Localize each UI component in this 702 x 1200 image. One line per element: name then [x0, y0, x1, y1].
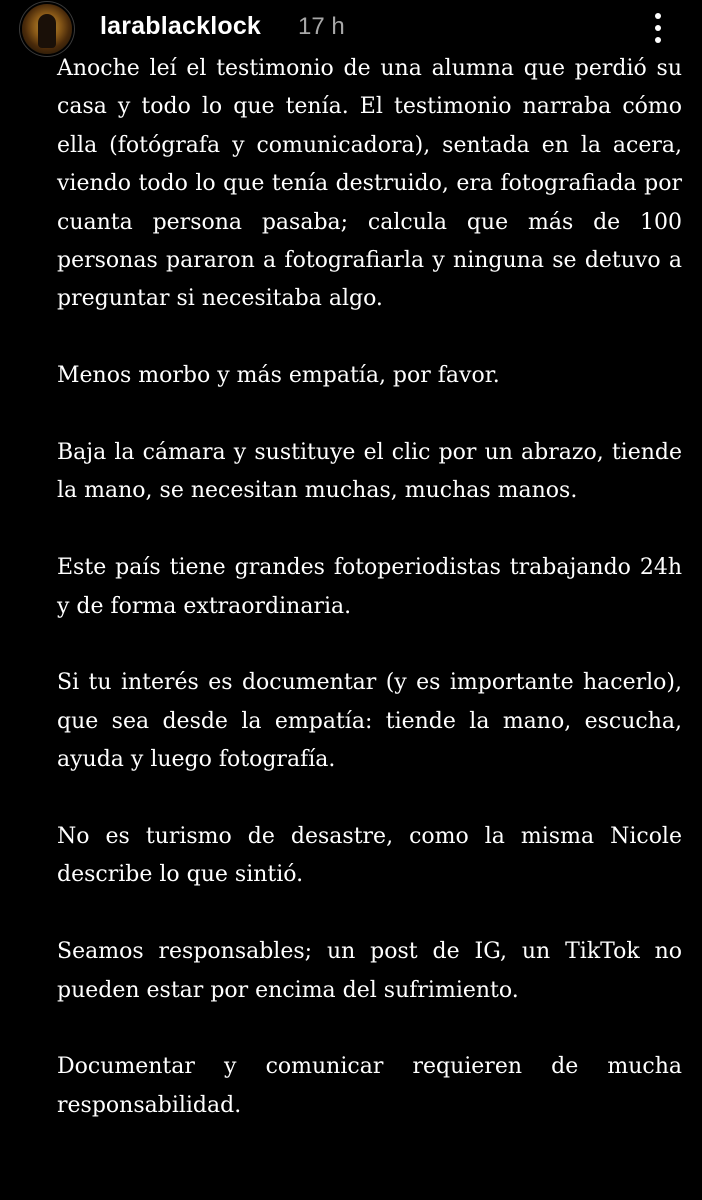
story-paragraph: No es turismo de desastre, como la misma Nicole describe lo que sintió.	[57, 824, 682, 888]
story-paragraph: Documentar y comunicar requieren de mucha responsabilidad.	[57, 1054, 682, 1118]
story-paragraph: Menos morbo y más empatía, por favor.	[57, 363, 500, 389]
story-paragraph: Seamos responsables; un post de IG, un TikTok no pueden estar por encima del sufrimiento.	[57, 939, 682, 1003]
avatar-figure	[38, 14, 56, 48]
username[interactable]: larablacklock	[100, 12, 262, 40]
timestamp: 17 h	[298, 13, 345, 40]
story-paragraph: Este país tiene grandes fotoperiodistas trabajando 24h y de forma extraordinaria.	[57, 555, 682, 619]
story-paragraph: Baja la cámara y sustituye el clic por un abrazo, tiende la mano, se necesitan muchas, muchas manos.	[57, 440, 682, 504]
story-paragraph: Si tu interés es documentar (y es importante hacerlo), que sea desde la empatía: tiende la mano, escucha, ayuda y luego fotografía.	[57, 670, 682, 773]
more-dot	[655, 37, 661, 43]
story-paragraph: Anoche leí el testimonio de una alumna que perdió su casa y todo lo que tenía. El testimonio narraba cómo ella (fotógrafa y comunicadora), sentada en la acera, viendo todo lo que tenía destruido, era fotografiada por cuanta persona pasaba; calcula que más de 100 personas pararon a fotografiarla y ninguna se detuvo a preguntar si necesitaba algo.	[57, 56, 682, 312]
story-header	[0, 0, 702, 56]
avatar[interactable]	[22, 4, 72, 54]
more-vertical-icon[interactable]	[646, 10, 670, 46]
story-text	[57, 50, 682, 1125]
more-dot	[655, 25, 661, 31]
more-dot	[655, 13, 661, 19]
